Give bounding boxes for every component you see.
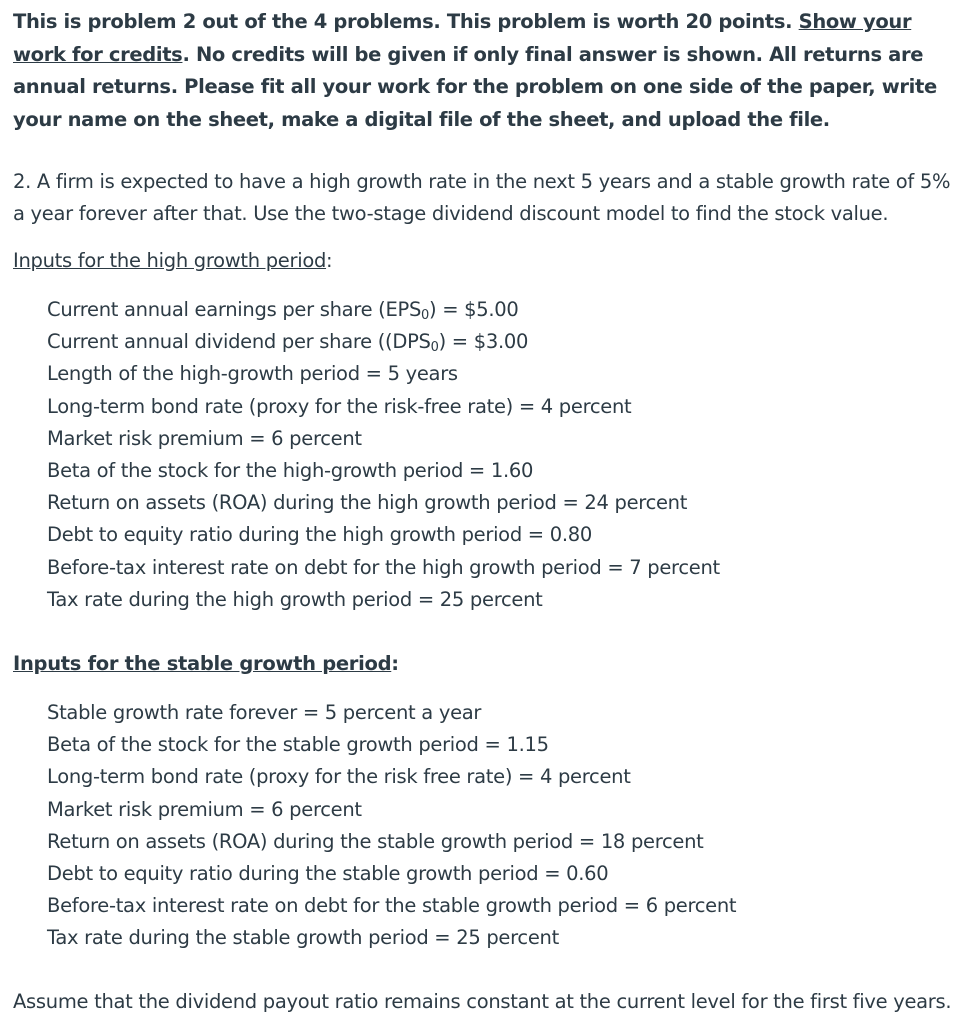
input-stable-bond-rate: Long-term bond rate (proxy for the risk free rate) = 4 percent xyxy=(47,765,631,789)
instructions-text-2: . No credits will be given if only final answer is shown. All returns are annual returns. Please fit all your work for the problem on one side of the paper, write your name on the sheet, make a digital file of the sheet, and upload the file. xyxy=(13,42,937,131)
input-roa: Return on assets (ROA) during the high growth period = 24 percent xyxy=(47,491,688,515)
input-debt-equity: Debt to equity ratio during the high growth period = 0.80 xyxy=(47,523,592,547)
input-stable-interest-rate: Before-tax interest rate on debt for the stable growth period = 6 percent xyxy=(47,894,737,918)
high-growth-inputs-list xyxy=(47,294,947,616)
high-growth-heading-text: Inputs for the high growth period xyxy=(13,249,327,272)
input-stable-growth-rate: Stable growth rate forever = 5 percent a year xyxy=(47,701,482,724)
high-growth-heading-colon: : xyxy=(326,249,333,272)
stable-growth-inputs-list xyxy=(47,697,947,955)
input-stable-roa: Return on assets (ROA) during the stable growth period = 18 percent xyxy=(47,829,704,853)
input-interest-rate: Before-tax interest rate on debt for the high growth period = 7 percent xyxy=(47,555,720,579)
input-stable-beta: Beta of the stock for the stable growth period = 1.15 xyxy=(47,733,549,757)
stable-growth-heading-colon: : xyxy=(391,652,399,675)
input-bond-rate: Long-term bond rate (proxy for the risk-free rate) = 4 percent xyxy=(47,394,632,418)
eps-label: Current annual earnings per share (EPS xyxy=(47,298,422,321)
eps-subscript: 0 xyxy=(421,308,430,323)
input-eps xyxy=(47,294,947,326)
payout-assumption: Assume that the dividend payout ratio remains constant at the current level for the first five years. xyxy=(13,990,952,1013)
input-stable-market-risk-premium: Market risk premium = 6 percent xyxy=(47,797,362,821)
dps-value: ) = $3.00 xyxy=(438,330,529,354)
dps-subscript: 0 xyxy=(430,340,439,356)
input-growth-length: Length of the high-growth period = 5 years xyxy=(47,362,458,386)
stable-growth-heading-text: Inputs for the stable growth period xyxy=(13,652,392,675)
dps-label: Current annual dividend per share ((DPS xyxy=(47,330,431,354)
instructions-text-1: This is problem 2 out of the 4 problems. This problem is worth 20 points. xyxy=(13,10,793,33)
high-growth-heading xyxy=(13,245,332,277)
problem-statement: 2. A firm is expected to have a high growth rate in the next 5 years and a stable growth rate of 5% a year forever after that. Use the two-stage dividend discount model to find the stock value. xyxy=(13,170,951,226)
eps-value: ) = $5.00 xyxy=(429,298,519,321)
input-beta: Beta of the stock for the high-growth period = 1.60 xyxy=(47,458,534,482)
show-work-emphasis: Show your work for credits xyxy=(13,10,912,66)
input-market-risk-premium: Market risk premium = 6 percent xyxy=(47,426,362,450)
input-stable-tax-rate: Tax rate during the stable growth period = 25 percent xyxy=(47,926,559,950)
input-dps xyxy=(47,326,947,358)
instructions-paragraph xyxy=(13,6,953,136)
input-tax-rate: Tax rate during the high growth period = 25 percent xyxy=(47,587,543,611)
input-stable-debt-equity: Debt to equity ratio during the stable growth period = 0.60 xyxy=(47,861,609,885)
stable-growth-heading xyxy=(13,648,399,680)
